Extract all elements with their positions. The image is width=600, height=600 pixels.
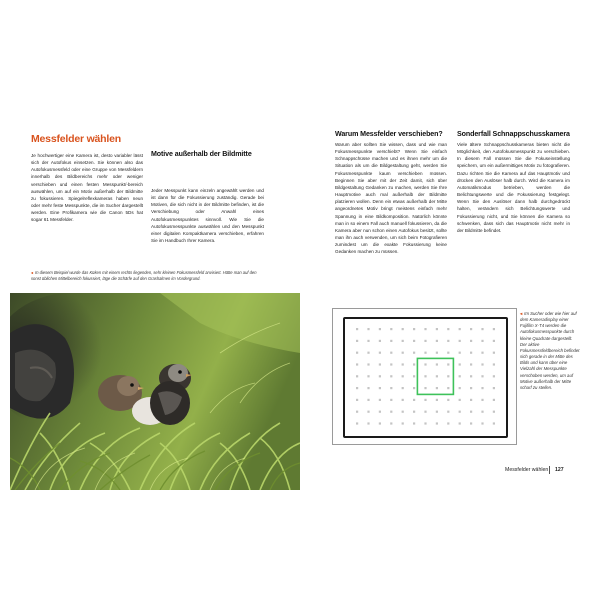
af-point [356, 399, 358, 401]
af-point [413, 387, 415, 389]
af-point [481, 352, 483, 354]
af-point [447, 399, 449, 401]
af-point [390, 363, 392, 365]
af-point [447, 422, 449, 424]
af-point [367, 363, 369, 365]
af-point [436, 363, 438, 365]
af-point [356, 340, 358, 342]
af-point [424, 352, 426, 354]
af-point [356, 422, 358, 424]
af-point [447, 328, 449, 330]
af-point [436, 411, 438, 413]
off-center-paragraph: Jeder Messpunkt kann einzeln angewählt werden und ist dann für die Fokussierung zuständig. Gerade bei Motiven, die sich nicht in der Bildmitte befinden, ist die Verschiebung oder Anwahl eines Autofokusmesspunktes sinnvoll. Wie Sie die Autofokusmesspunkte auswählen und den Messpunkt einer digitalen Kompaktkamera verschieben, erfahren Sie im Handbuch Ihrer Kamera. [151, 188, 264, 244]
footer-divider [549, 466, 550, 474]
af-point [356, 328, 358, 330]
af-point [470, 422, 472, 424]
af-point [436, 352, 438, 354]
diagram-caption-text: Im Sucher oder wie hier auf dem Kameradisplay einer Fujifilm X-T4 werden die Autofokusmesspunkte durch kleine Quadrate dargestellt. Der aktive Fokusmessfeldbereich befindet sich gerade in der Mitte des Bilds und kann über eine Vielzahl der Messpunkte verschoben werden, um auf Motive außerhalb der Mitte scharf zu stellen. [520, 311, 580, 390]
af-point [447, 411, 449, 413]
af-point [424, 387, 426, 389]
viewfinder-frame [343, 317, 508, 438]
af-point [356, 411, 358, 413]
af-point [402, 363, 404, 365]
subheading-snapshot-camera: Sonderfall Schnappschusskamera [457, 130, 570, 138]
chick-photo-graphic [10, 293, 300, 490]
af-point [413, 328, 415, 330]
af-point [459, 411, 461, 413]
af-point [367, 328, 369, 330]
af-point [379, 375, 381, 377]
af-point [367, 375, 369, 377]
chick-photo [10, 293, 300, 490]
af-point [402, 399, 404, 401]
af-point [390, 422, 392, 424]
af-point [470, 340, 472, 342]
af-point [413, 375, 415, 377]
af-point [413, 422, 415, 424]
af-point [367, 411, 369, 413]
af-point [356, 375, 358, 377]
af-point [436, 399, 438, 401]
af-point [402, 387, 404, 389]
af-point [402, 340, 404, 342]
photo-caption [31, 270, 267, 282]
af-point [424, 363, 426, 365]
af-point [481, 328, 483, 330]
af-point [493, 328, 495, 330]
af-point [413, 363, 415, 365]
af-point [356, 387, 358, 389]
subheading-off-center: Motive außerhalb der Bildmitte [151, 150, 252, 158]
af-point [424, 411, 426, 413]
af-point [493, 363, 495, 365]
af-point [493, 411, 495, 413]
af-point [481, 411, 483, 413]
af-point [379, 411, 381, 413]
af-point [447, 375, 449, 377]
af-point [470, 328, 472, 330]
af-point [470, 375, 472, 377]
caption-bullet-icon: ◂ [31, 270, 34, 275]
af-point [493, 422, 495, 424]
af-point [436, 375, 438, 377]
af-point [424, 328, 426, 330]
af-point [379, 340, 381, 342]
af-point [424, 340, 426, 342]
af-point [459, 328, 461, 330]
af-point [447, 387, 449, 389]
af-point [493, 352, 495, 354]
af-point [493, 387, 495, 389]
af-point [459, 363, 461, 365]
af-point [402, 411, 404, 413]
af-point [379, 363, 381, 365]
af-point [470, 411, 472, 413]
af-point [470, 399, 472, 401]
subheading-why-move: Warum Messfelder verschieben? [335, 130, 443, 138]
snapshot-camera-paragraph: Viele ältere Schnappschusskameras bieten nicht die Möglichkeit, den Autofokusmesspunkt zu verschieben. In diesem Fall müssen Sie die Fokuseinstellung speichern, um ein außermittiges Motiv zu fotografieren. Dazu richten Sie die Kamera auf das Hauptmotiv und drücken den Auslöser halb durch. Wird die Kamera im Automatikmodus betrieben, werden die Belichtungswerte und die Fokussierung festgelegt. Wenn Sie den Auslöser dann halb durchgedrückt halten, verändern sich Belichtungswerte und Fokussierung nicht, und Sie können die Kamera so schwenken, dass sich das Hauptmotiv nicht mehr in der Bildmitte befindet. [457, 142, 570, 233]
page-number: 127 [555, 467, 564, 473]
af-points-grid [345, 319, 506, 436]
diagram-caption [520, 311, 580, 391]
af-point [367, 340, 369, 342]
af-point [367, 422, 369, 424]
af-point [481, 399, 483, 401]
af-point [470, 352, 472, 354]
af-point [390, 399, 392, 401]
af-point [436, 340, 438, 342]
af-point [413, 340, 415, 342]
af-point [402, 328, 404, 330]
af-point [481, 422, 483, 424]
af-point [459, 340, 461, 342]
af-point [424, 422, 426, 424]
af-point [481, 387, 483, 389]
af-point [390, 328, 392, 330]
af-point [470, 387, 472, 389]
af-point [379, 387, 381, 389]
photo-caption-text: In diesem Beispiel wurde das Küken mit einem rechts liegenden, sehr kleinen Fokusmessfeld anvisiert. Hätte man auf den sonst üblichen Mittelbereich fokussiert, läge die Schärfe auf den Grashalmen im Vordergrund. [31, 270, 257, 282]
af-point [379, 399, 381, 401]
af-point [379, 422, 381, 424]
af-point [493, 399, 495, 401]
af-point [481, 340, 483, 342]
af-point [402, 375, 404, 377]
af-point [367, 399, 369, 401]
af-point [367, 352, 369, 354]
af-point [436, 387, 438, 389]
af-point [413, 352, 415, 354]
af-point [459, 387, 461, 389]
af-point [390, 375, 392, 377]
caption-bullet-icon: ◂ [520, 311, 523, 316]
af-point [379, 328, 381, 330]
af-point [436, 328, 438, 330]
section-title: Messfelder wählen [31, 133, 121, 145]
af-point [413, 399, 415, 401]
af-point [459, 399, 461, 401]
af-point [447, 363, 449, 365]
af-point [481, 363, 483, 365]
af-point [379, 352, 381, 354]
af-point [493, 340, 495, 342]
running-footer: Messfelder wählen [505, 467, 549, 473]
intro-paragraph: Je hochwertiger eine Kamera ist, desto variabler lässt sich der Autofokus einsetzen. Sie können also das Autofokusmessfeld oder eine Gruppe von Messfeldern innerhalb des Bildbereichs mehr oder weniger verschieben und einen festen Messpunkt/-bereich auswählen, um auf ein Motiv außerhalb der Bildmitte zu fokussieren. Spiegelreflexkameras haben neun oder mehr feste Messpunkte, die im Sucher dargestellt werden. Eine Profikamera wie die Canon 5Ds hat sogar 61 Messfelder. [31, 153, 143, 223]
af-point [402, 352, 404, 354]
af-point [390, 387, 392, 389]
af-point [402, 422, 404, 424]
af-point [493, 375, 495, 377]
af-point [447, 352, 449, 354]
af-point [424, 375, 426, 377]
viewfinder-diagram [332, 308, 517, 445]
af-point [424, 399, 426, 401]
af-point [447, 340, 449, 342]
af-point [390, 411, 392, 413]
af-point [356, 363, 358, 365]
af-point [413, 411, 415, 413]
af-point [459, 375, 461, 377]
af-point [390, 352, 392, 354]
af-point [367, 387, 369, 389]
af-point [356, 352, 358, 354]
af-point [481, 375, 483, 377]
af-point [459, 352, 461, 354]
af-point [436, 422, 438, 424]
why-move-paragraph: Warum aber sollten Sie wissen, dass und wie man Fokusmesspunkte verschiebt? Wenn Sie einfach Schnappschüsse machen und es ihnen mehr um die Situation als um die Bildgestaltung geht, werden Sie Fokusmesspunkte kaum verschieben müssen. Beginnen Sie aber mit der Zeit damit, sich über Bildgestaltung Gedanken zu machen, werden Sie Ihre Hauptmotive auch mal außerhalb der Bildmitte platzieren wollen. Denn ein etwas außerhalb der Mitte angeordnetes Motiv bringt meistens einfach mehr Spannung in eine Bildkomposition. Natürlich könnte man in so einem Fall auch manuell fokussieren, da die Kamera aber nun schon einen Autofokus besitzt, sollte man ihn auch verwenden, um sich beim Fotografieren zumindest um die exakte Fokussierung keine Gedanken machen zu müssen. [335, 142, 447, 255]
af-point [470, 363, 472, 365]
af-point [459, 422, 461, 424]
af-point [390, 340, 392, 342]
